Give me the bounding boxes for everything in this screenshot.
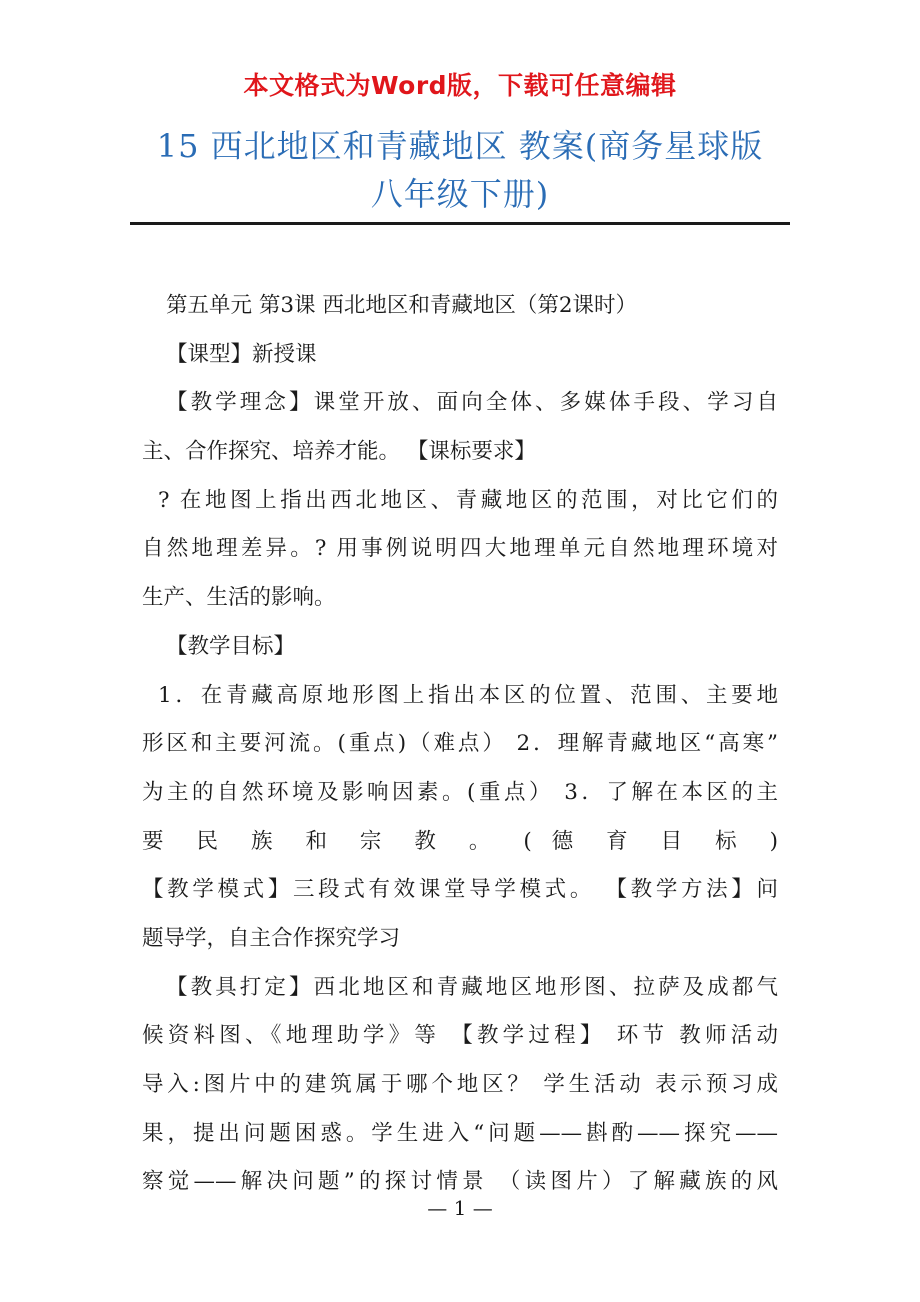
- document-title: [130, 122, 790, 218]
- teaching-goal-heading: 【教学目标】: [166, 633, 296, 659]
- standard-line: ? 在地图上指出西北地区、青藏地区的范围，对比它们的: [158, 487, 778, 513]
- teaching-concept-line: 【教学理念】课堂开放、面向全体、多媒体手段、学习自: [166, 390, 778, 416]
- text-line: 为主的自然环境及影响因素。(重点） 3．了解在本区的主: [142, 779, 778, 805]
- format-notice: 本文格式为Word版，下载可任意编辑: [243, 71, 677, 100]
- teaching-mode-line: 【教学模式】三段式有效课堂导学模式。 【教学方法】问: [142, 877, 778, 903]
- text-line: 果，提出问题困惑。学生进入“问题——斟酌——探究——: [142, 1120, 778, 1146]
- text-line: 形区和主要河流。(重点)（难点） 2．理解青藏地区“高寒”: [142, 731, 778, 757]
- text-line: 自然地理差异。? 用事例说明四大地理单元自然地理环境对: [142, 536, 778, 562]
- body-text: [142, 282, 778, 1207]
- text-line: 导入:图片中的建筑属于哪个地区？ 学生活动 表示预习成: [142, 1072, 778, 1097]
- text-line: 察觉——解决问题”的探讨情景 （读图片）了解藏族的风: [142, 1169, 778, 1195]
- text-line: 候资料图、《地理助学》等 【教学过程】 环节 教师活动: [142, 1023, 778, 1049]
- text-line: 要 民 族 和 宗 教 。 ( 德 育 目 标 ): [142, 828, 778, 854]
- title-line-1: 15 西北地区和青藏地区 教案(商务星球版: [156, 127, 764, 165]
- title-divider: [130, 222, 790, 225]
- page-number: — 1 —: [427, 1196, 493, 1220]
- title-line-2: 八年级下册): [370, 175, 550, 213]
- teaching-tools-line: 【教具打定】西北地区和青藏地区地形图、拉萨及成都气: [166, 974, 778, 1000]
- text-line: 题导学，自主合作探究学习: [142, 925, 401, 951]
- unit-line: 第五单元 第3课 西北地区和青藏地区（第2课时）: [166, 293, 638, 318]
- text-line: 主、合作探究、培养才能。 【课标要求】: [142, 439, 536, 465]
- lesson-type-line: 【课型】新授课: [166, 341, 317, 367]
- text-line: 生产、生活的影响。: [142, 585, 336, 611]
- goal-line: 1．在青藏高原地形图上指出本区的位置、范围、主要地: [158, 682, 778, 708]
